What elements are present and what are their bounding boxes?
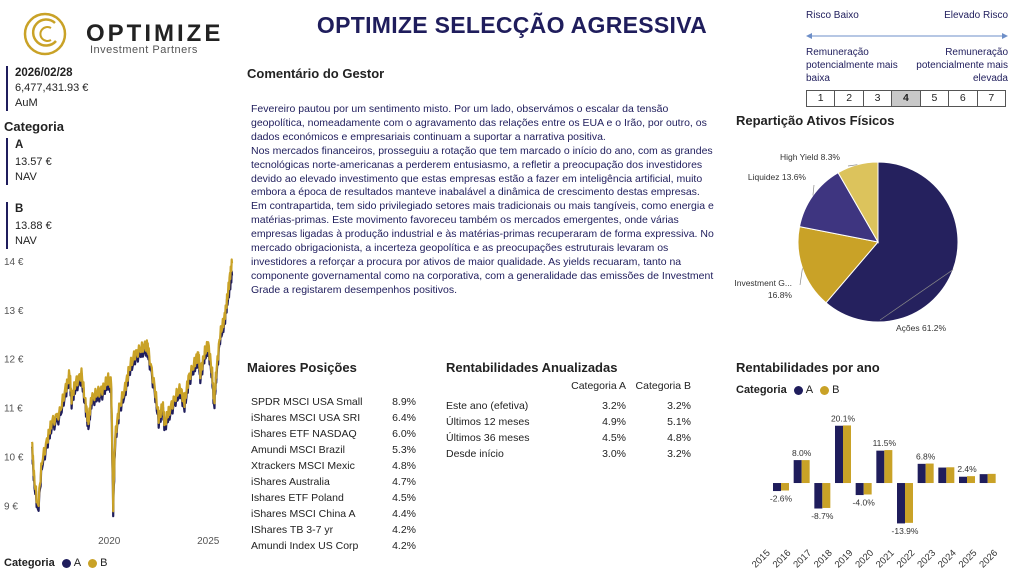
risk-high-description: Remuneração potencialmente mais elevada bbox=[916, 47, 1008, 84]
bar-b-2021 bbox=[884, 450, 892, 483]
position-row bbox=[251, 474, 416, 490]
risk-low-label: Risco Baixo bbox=[806, 10, 859, 21]
nav-y-tick: 9 € bbox=[4, 501, 18, 513]
nav-series-b bbox=[32, 260, 232, 512]
positions-heading: Maiores Posições bbox=[247, 360, 357, 375]
category-a-card bbox=[6, 138, 52, 185]
position-weight: 4.2% bbox=[392, 524, 416, 536]
nav-x-tick: 2020 bbox=[98, 536, 121, 547]
position-row bbox=[251, 394, 416, 410]
position-row bbox=[251, 522, 416, 538]
legend-b-dot bbox=[88, 559, 97, 568]
nav-legend-title: Categoria bbox=[4, 557, 55, 569]
annualized-col-b: Categoria B bbox=[635, 380, 691, 392]
category-a-code: A bbox=[15, 139, 24, 151]
annualized-period: Este ano (efetiva) bbox=[446, 400, 529, 412]
annualized-heading: Rentabilidades Anualizadas bbox=[446, 360, 618, 375]
pie-label: Ações 61.2% bbox=[896, 323, 947, 333]
risk-high-label: Elevado Risco bbox=[944, 10, 1008, 21]
yearly-legend-a: A bbox=[805, 384, 814, 396]
position-row bbox=[251, 410, 416, 426]
nav-legend-b: B bbox=[100, 557, 108, 569]
comment-paragraph: Fevereiro pautou por um sentimento misto. Por um lado, observámos o escalar da tensão geopolítica, nomeadamente com o agravamento das relações entre os EUA e o Irão, por outro, os dados económicos e empresariais continuam a suportar a narrativa positiva. bbox=[251, 103, 707, 143]
bar-x-tick: 2018 bbox=[812, 547, 835, 571]
position-name: iShares Australia bbox=[251, 476, 330, 488]
category-b-nav: 13.88 € bbox=[15, 220, 52, 232]
position-name: IShares TB 3-7 yr bbox=[251, 524, 334, 536]
brand-name: OPTIMIZE bbox=[86, 20, 224, 47]
annualized-header-row bbox=[446, 378, 691, 394]
bar-b-2025 bbox=[967, 476, 975, 483]
annualized-period: Desde início bbox=[446, 448, 504, 460]
annualized-period: Últimos 12 meses bbox=[446, 416, 530, 428]
aum-value: 6,477,431.93 € bbox=[15, 82, 89, 94]
bar-a-2019 bbox=[835, 426, 843, 483]
category-b-nav-label: NAV bbox=[15, 235, 37, 247]
nav-x-tick: 2025 bbox=[197, 536, 220, 547]
bar-a-2025 bbox=[959, 477, 967, 483]
position-weight: 8.9% bbox=[392, 396, 416, 408]
position-weight: 5.3% bbox=[392, 444, 416, 456]
position-weight: 4.5% bbox=[392, 492, 416, 504]
bar-x-tick: 2024 bbox=[936, 547, 959, 571]
position-name: SPDR MSCI USA Small bbox=[251, 396, 363, 408]
position-weight: 6.0% bbox=[392, 428, 416, 440]
category-b-card bbox=[6, 202, 52, 249]
position-row bbox=[251, 506, 416, 522]
bar-data-label: -2.6% bbox=[769, 493, 793, 504]
position-row bbox=[251, 458, 416, 474]
annualized-value-a: 4.5% bbox=[602, 432, 626, 444]
bar-x-tick: 2017 bbox=[791, 547, 815, 571]
legend-b-dot bbox=[820, 386, 829, 395]
nav-y-tick: 10 € bbox=[4, 452, 24, 464]
pie-label: Investment G... bbox=[734, 278, 792, 288]
bar-b-2026 bbox=[988, 474, 996, 483]
page-title: OPTIMIZE SELECÇÃO AGRESSIVA bbox=[316, 12, 708, 38]
report-date: 2026/02/28 bbox=[15, 67, 73, 79]
annualized-table bbox=[446, 378, 691, 462]
annualized-value-b: 3.2% bbox=[667, 400, 691, 412]
position-row bbox=[251, 426, 416, 442]
pie-chart-title: Repartição Ativos Físicos bbox=[736, 113, 895, 128]
risk-cell-3: 3 bbox=[864, 91, 892, 106]
pie-leader-line bbox=[800, 268, 802, 285]
bar-a-2021 bbox=[876, 451, 884, 483]
bar-data-label: 8.0% bbox=[791, 448, 812, 459]
comment-text bbox=[251, 103, 721, 298]
risk-low-description: Remuneração potencialmente mais baixa bbox=[806, 47, 898, 84]
bar-data-label: -13.9% bbox=[891, 525, 919, 536]
risk-cell-4: 4 bbox=[892, 91, 920, 106]
bar-x-tick: 2023 bbox=[915, 547, 939, 571]
bar-a-2018 bbox=[814, 483, 822, 508]
bar-a-2026 bbox=[980, 474, 988, 483]
annualized-value-a: 3.2% bbox=[602, 400, 626, 412]
bar-x-tick: 2016 bbox=[770, 547, 794, 571]
annualized-col-a: Categoria A bbox=[571, 380, 626, 392]
nav-legend-a: A bbox=[73, 557, 82, 569]
position-name: Amundi Index US Corp bbox=[251, 540, 359, 552]
bar-data-label: 20.1% bbox=[830, 413, 856, 424]
position-row bbox=[251, 538, 416, 554]
comment-paragraph: Nos mercados financeiros, prosseguiu a rotação que tem marcado o início do ano, com as grandes tecnológicas norte-americanas a perderem entusiasmo, a refletir a preocupação dos investidores devido ao elevado investimento que estas empresas estão a fazer em inteligência artificial, muito embora a época de resultados manteve inabalável a dinâmica de crescimento destas empresas. bbox=[251, 144, 713, 199]
bar-b-2018 bbox=[822, 483, 830, 508]
annualized-value-a: 4.9% bbox=[602, 416, 626, 428]
position-weight: 4.4% bbox=[392, 508, 416, 520]
bar-b-2017 bbox=[802, 460, 810, 483]
position-row bbox=[251, 490, 416, 506]
position-name: iShares MSCI USA SRI bbox=[251, 412, 361, 424]
bar-a-2017 bbox=[794, 460, 802, 483]
risk-cell-7: 7 bbox=[988, 92, 995, 104]
annualized-period: Últimos 36 meses bbox=[446, 432, 530, 444]
nav-chart-legend bbox=[4, 557, 107, 569]
annualized-value-b: 4.8% bbox=[667, 432, 691, 444]
position-weight: 4.7% bbox=[392, 476, 416, 488]
annualized-row bbox=[446, 398, 691, 414]
annualized-row bbox=[446, 446, 691, 462]
category-b-code: B bbox=[15, 203, 24, 215]
annualized-value-b: 3.2% bbox=[667, 448, 691, 460]
bar-x-tick: 2021 bbox=[874, 547, 897, 571]
nav-y-tick: 14 € bbox=[4, 256, 24, 268]
asset-allocation-pie bbox=[730, 140, 1010, 340]
risk-arrow bbox=[806, 31, 1008, 41]
pie-label: High Yield 8.3% bbox=[779, 152, 840, 162]
aum-label: AuM bbox=[15, 97, 38, 109]
annualized-row bbox=[446, 414, 691, 430]
risk-cell-5: 5 bbox=[921, 91, 949, 106]
bar-a-2016 bbox=[773, 483, 781, 491]
bar-a-2020 bbox=[856, 483, 864, 495]
bar-a-2023 bbox=[918, 464, 926, 483]
pie-label-value: 16.8% bbox=[767, 290, 792, 300]
risk-cell-1: 1 bbox=[807, 91, 835, 106]
bar-data-label: 11.5% bbox=[872, 438, 897, 449]
bar-x-tick: 2026 bbox=[977, 547, 1001, 571]
aum-card bbox=[6, 66, 88, 111]
bar-b-2016 bbox=[781, 483, 789, 490]
annualized-value-b: 5.1% bbox=[667, 416, 691, 428]
position-weight: 6.4% bbox=[392, 412, 416, 424]
bar-b-2022 bbox=[905, 483, 913, 523]
comment-paragraph: Em contrapartida, tem sido privilegiado setores mais tradicionais ou mais tangíveis, como energia e matérias-primas. Este movimento favoreceu também os mercados emergentes, onde várias empresas ligadas à produção industrial e às matérias-primas recuperaram de forma expressiva. No mercado obrigacionista, a incerteza geopolítica e as preocupações estruturais levaram os investidores a reforçar a procura por ativos de maior qualidade. As yields recuaram, tanto na componente governamental como na corporativa, com a generalidade das emissões de Investment Grade a registarem desempenhos positivos. bbox=[251, 200, 714, 296]
yearly-legend-title: Categoria bbox=[736, 384, 787, 396]
risk-cell-6: 6 bbox=[949, 91, 977, 106]
position-name: iShares MSCI China A bbox=[251, 508, 356, 520]
pie-label: Liquidez 13.6% bbox=[747, 172, 806, 182]
legend-a-dot bbox=[794, 386, 803, 395]
annualized-value-a: 3.0% bbox=[602, 448, 626, 460]
bar-x-tick: 2022 bbox=[894, 547, 918, 571]
bar-data-label: 6.8% bbox=[915, 451, 936, 462]
bar-x-tick: 2025 bbox=[956, 547, 980, 571]
position-name: iShares ETF NASDAQ bbox=[251, 428, 357, 440]
positions-list bbox=[251, 394, 416, 554]
category-a-nav: 13.57 € bbox=[15, 156, 52, 168]
position-name: Amundi MSCI Brazil bbox=[251, 444, 345, 456]
risk-cell-2: 2 bbox=[835, 91, 863, 106]
bar-data-label: -8.7% bbox=[811, 510, 834, 521]
bar-a-2022 bbox=[897, 483, 905, 523]
brand-subtitle: Investment Partners bbox=[90, 44, 198, 56]
position-name: Xtrackers MSCI Mexic bbox=[251, 460, 355, 472]
bar-x-tick: 2015 bbox=[750, 547, 773, 571]
position-weight: 4.8% bbox=[392, 460, 416, 472]
nav-y-tick: 13 € bbox=[4, 305, 24, 317]
position-weight: 4.2% bbox=[392, 540, 416, 552]
bar-b-2020 bbox=[864, 483, 872, 494]
yearly-returns-bar-chart bbox=[736, 402, 1020, 582]
nav-y-tick: 12 € bbox=[4, 354, 24, 366]
legend-a-dot bbox=[62, 559, 71, 568]
position-name: Ishares ETF Poland bbox=[251, 492, 344, 504]
yearly-legend-b: B bbox=[832, 384, 840, 396]
bar-data-label: 2.4% bbox=[957, 464, 977, 475]
position-row bbox=[251, 442, 416, 458]
bar-x-tick: 2020 bbox=[853, 547, 877, 571]
bar-b-2024 bbox=[946, 467, 954, 483]
bar-a-2024 bbox=[938, 468, 946, 483]
bar-b-2023 bbox=[926, 464, 934, 483]
nav-line-chart bbox=[0, 248, 236, 553]
comment-heading: Comentário do Gestor bbox=[247, 66, 385, 81]
risk-scale bbox=[806, 90, 1006, 107]
categoria-heading: Categoria bbox=[4, 119, 64, 134]
bar-x-tick: 2019 bbox=[832, 547, 856, 571]
bar-data-label: -4.0% bbox=[852, 497, 875, 508]
annualized-row bbox=[446, 430, 691, 446]
optimize-logo bbox=[22, 11, 68, 57]
bar-b-2019 bbox=[843, 425, 851, 483]
yearly-chart-title: Rentabilidades por ano bbox=[736, 360, 880, 375]
yearly-chart-legend bbox=[736, 384, 839, 396]
category-a-nav-label: NAV bbox=[15, 171, 37, 183]
nav-y-tick: 11 € bbox=[4, 403, 23, 415]
